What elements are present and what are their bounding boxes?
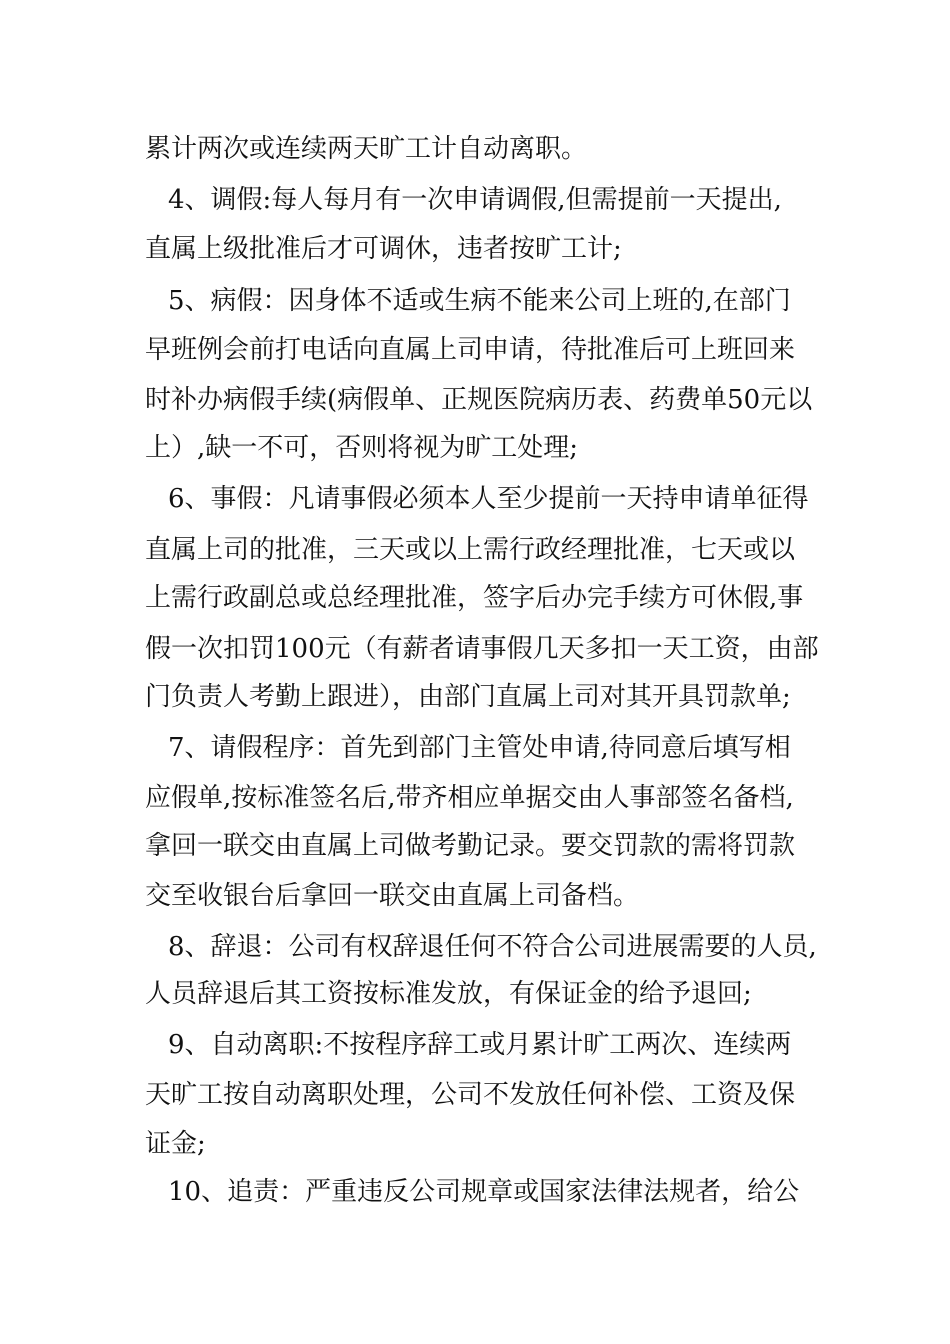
paragraph-line xyxy=(0,428,950,468)
line-text: 早班例会前打电话向直属上司申请，待批准后可上班回来 xyxy=(145,335,796,365)
paragraph-line xyxy=(0,180,950,220)
paragraph-line xyxy=(0,380,950,420)
line-text: 上需行政副总或总经理批准，签字后办完手续方可休假,事 xyxy=(145,583,804,613)
paragraph-line xyxy=(0,578,950,618)
line-text: 天旷工按自动离职处理，公司不发放任何补偿、工资及保 xyxy=(145,1080,796,1110)
paragraph-line xyxy=(0,677,950,717)
paragraph-line xyxy=(0,1025,950,1065)
line-text: 交至收银台后拿回一联交由直属上司备档。 xyxy=(145,881,640,911)
line-text: 直属上司的批准，三天或以上需行政经理批准，七天或以 xyxy=(145,535,796,565)
line-text: 直属上级批准后才可调休，违者按旷工计; xyxy=(145,234,622,264)
line-text: 9、自动离职:不按程序辞工或月累计旷工两次、连续两 xyxy=(168,1030,792,1060)
line-text: 应假单,按标准签名后,带齐相应单据交由人事部签名备档, xyxy=(145,783,794,813)
line-text: 上）,缺一不可，否则将视为旷工处理; xyxy=(145,433,579,463)
paragraph-line xyxy=(0,629,950,669)
paragraph-line xyxy=(0,530,950,570)
line-text: 4、调假:每人每月有一次申请调假,但需提前一天提出, xyxy=(168,185,782,215)
line-text: 7、请假程序：首先到部门主管处申请,待同意后填写相 xyxy=(168,733,791,763)
paragraph-line xyxy=(0,974,950,1014)
line-text: 6、事假：凡请事假必须本人至少提前一天持申请单征得 xyxy=(168,484,809,514)
paragraph-line xyxy=(0,778,950,818)
line-text: 人员辞退后其工资按标准发放，有保证金的给予退回; xyxy=(145,979,752,1009)
paragraph-line xyxy=(0,728,950,768)
paragraph-line xyxy=(0,129,950,169)
line-text: 门负责人考勤上跟进），由部门直属上司对其开具罚款单; xyxy=(145,682,791,712)
paragraph-line xyxy=(0,826,950,866)
paragraph-line xyxy=(0,281,950,321)
line-text: 拿回一联交由直属上司做考勤记录。要交罚款的需将罚款 xyxy=(145,831,796,861)
line-text: 8、辞退：公司有权辞退任何不符合公司进展需要的人员, xyxy=(168,932,817,962)
paragraph-line xyxy=(0,229,950,269)
paragraph-line xyxy=(0,876,950,916)
paragraph-line xyxy=(0,1172,950,1212)
paragraph-line xyxy=(0,1124,950,1164)
paragraph-line xyxy=(0,479,950,519)
line-text: 证金; xyxy=(145,1129,206,1159)
line-text: 时补办病假手续(病假单、正规医院病历表、药费单50元以 xyxy=(145,385,813,415)
paragraph-line xyxy=(0,1075,950,1115)
line-text: 假一次扣罚100元（有薪者请事假几天多扣一天工资，由部 xyxy=(145,634,819,664)
line-text: 10、追责：严重违反公司规章或国家法律法规者，给公 xyxy=(168,1177,800,1207)
paragraph-line xyxy=(0,330,950,370)
paragraph-line xyxy=(0,927,950,967)
line-text: 累计两次或连续两天旷工计自动离职。 xyxy=(145,134,588,164)
line-text: 5、病假：因身体不适或生病不能来公司上班的,在部门 xyxy=(168,286,791,316)
